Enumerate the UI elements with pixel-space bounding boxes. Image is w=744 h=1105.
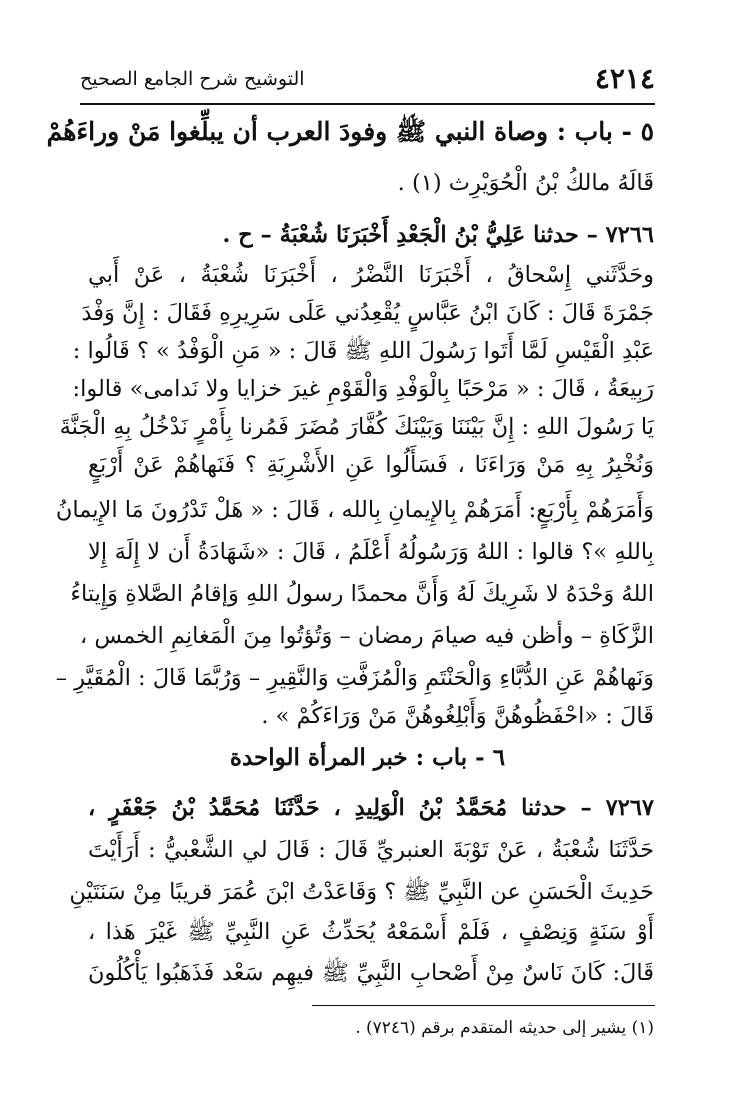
footnote-rule bbox=[312, 1005, 655, 1006]
hadith-7266-last-line: قَالَ : «احْفَظُوهُنَّ وَأَبْلِغُوهُنَّ مَنْ وَرَاءَكُمْ » . bbox=[261, 703, 654, 729]
hadith-7266-line: وَنُخْبِرُ بِهِ مَنْ وَرَاءَنَا ، فَسَأَلُوا عَنِ الأَشْرِبَةِ ؟ فَنَهاهُمْ عَنْ أَرْبَعٍ bbox=[88, 452, 654, 478]
hadith-7266-line: اللهُ وَحْدَهُ لا شَرِيكَ لَهُ وَأَنَّ محمدًا رسولُ اللهِ وَإقامُ الصَّلاةِ وَإِيتاءُ bbox=[70, 581, 654, 607]
hadith-7267-line: قَالَ: كَانَ نَاسٌ مِنْ أَصْحابِ النَّبِيِّ ﷺ فيهِم سَعْد فَذَهَبُوا يَأْكُلُونَ bbox=[88, 960, 654, 986]
page-header bbox=[80, 62, 655, 102]
hadith-7266-opening: ٧٢٦٦ – حدثنا عَلِيُّ بْنُ الْجَعْدِ أَخْبَرَنَا شُعْبَةُ – ح . bbox=[222, 222, 654, 248]
hadith-7266-line: بِاللهِ »؟ قالوا : اللهُ وَرَسُولُهُ أَعْلَمُ ، قَالَ : «شَهَادَةُ أَن لا إِلَهَ إِلا bbox=[88, 539, 654, 565]
hadith-7266-line: الزَّكَاةِ – وأظن فيه صيامَ رمضان – وَتُؤتُوا مِنَ الْمَغانِمِ الخمس ، bbox=[79, 623, 654, 649]
page-number: ٤٢١٤ bbox=[594, 62, 655, 95]
hadith-7266-line: عَبْدِ الْقَيْسِ لَمَّا أَتَوا رَسُولَ اللهِ ﷺ قَالَ : « مَنِ الْوَفْدُ » ؟ قَالُوا : bbox=[72, 338, 654, 364]
hadith-7266-line: وَأَمَرَهُمْ بِأَرْبَعٍ: أَمَرَهُمْ بِالإِيمانِ بِالله ، قَالَ : « هَلْ تَدْرُونَ مَا الإِيمانُ bbox=[55, 497, 654, 523]
chapter-5-heading: ٥ - باب : وصاة النبي ﷺ وفودَ العرب أن يبلِّغوا مَنْ وراءَهُمْ bbox=[46, 117, 654, 146]
header-rule bbox=[80, 103, 655, 105]
chapter-5-attribution: قَالَهُ مالكُ بْنُ الْحُوَيْرِث (١) . bbox=[397, 170, 654, 196]
footnote: (١) يشير إلى حديثه المتقدم برقم (٧٢٤٦) . bbox=[355, 1018, 654, 1038]
hadith-7266-line: وَنَهاهُمْ عَنِ الدُّبَّاءِ وَالْحَنْتَمِ وَالْمُزَفَّتِ وَالنَّقِيرِ – وَرُبَّمَا قَالَ : الْمُقَيَّرِ – bbox=[55, 665, 654, 691]
hadith-7267-line: أَوْ سَنَةٍ وَنِصْفٍ ، فَلَمْ أَسْمَعْهُ يُحَدِّثُ عَنِ النَّبِيِّ ﷺ غَيْرَ هَذا ، bbox=[88, 919, 654, 945]
hadith-7266-line: جَمْرَةَ قَالَ : كَانَ ابْنُ عَبَّاسٍ يُقْعِدُني عَلَى سَرِيرِهِ فَقَالَ : إِنَّ وَفْدَ bbox=[81, 300, 654, 326]
running-title: التوشيح شرح الجامع الصحيح bbox=[80, 68, 305, 90]
chapter-6-heading: ٦ - باب : خبر المرأة الواحدة bbox=[229, 744, 506, 771]
hadith-7267-line: حَدِيثَ الْحَسَنِ عن النَّبِيِّ ﷺ ؟ وَقَاعَدْتُ ابْنَ عُمَرَ قريبًا مِنْ سَنَتَيْنِ bbox=[69, 879, 654, 905]
hadith-7266-line: رَبِيعَةُ ، قَالَ : « مَرْحَبًا بِالْوَفْدِ وَالْقَوْمِ غيرَ خزايا ولا نَدامى» قالوا: bbox=[72, 376, 654, 402]
hadith-7267-line: حَدَّثَنَا شُعْبَةُ ، عَنْ تَوْبَةَ العنبريِّ قَالَ : قَالَ لي الشَّعْبيُّ : أَرَأَيْتَ bbox=[88, 837, 654, 863]
hadith-7267-opening: ٧٢٦٧ – حدثنا مُحَمَّدُ بْنُ الْوَلِيدِ ، حَدَّثَنَا مُحَمَّدُ بْنُ جَعْفَرٍ ، bbox=[88, 795, 654, 821]
hadith-7266-line: يَا رَسُولَ اللهِ : إِنَّ بَيْنَنَا وَبَيْنَكَ كُفَّارَ مُضَرَ فَمُرنا بِأَمْرٍ نَدْخُلُ بِهِ الْجَنَّةَ bbox=[59, 414, 654, 440]
hadith-7266-line: وحَدَّثَني إِسْحاقُ ، أَخْبَرَنَا النَّضْرُ ، أَخْبَرَنَا شُعْبَةُ ، عَنْ أَبي bbox=[88, 262, 654, 288]
